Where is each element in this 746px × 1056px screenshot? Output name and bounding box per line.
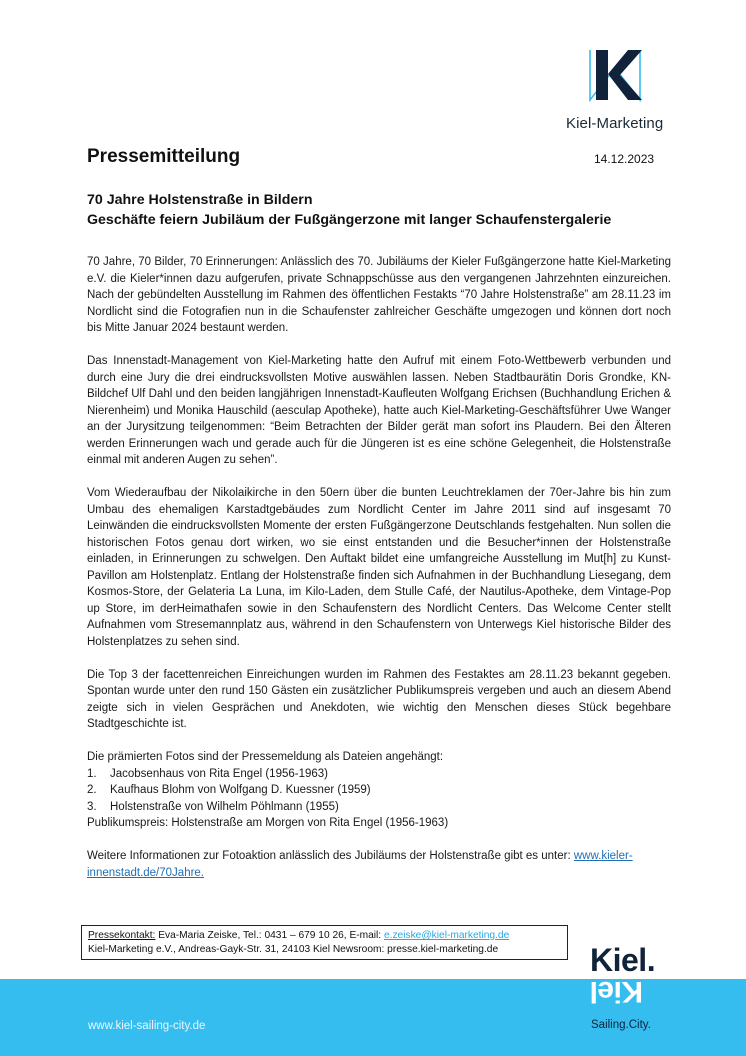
kiel-wordmark: Kiel.: [590, 942, 656, 978]
list-item: [87, 766, 671, 783]
list-number: 3.: [87, 800, 97, 813]
more-info-link[interactable]: www.kieler-innenstadt.de/70Jahre.: [87, 850, 633, 879]
contact-email-link[interactable]: e.zeiske@kiel-marketing.de: [383, 930, 510, 941]
body-text: [87, 254, 671, 898]
winners-section: [87, 749, 671, 832]
more-info-text: Weitere Informationen zur Fotoaktion anlässlich des Jubiläums der Holstenstraße gibt es unter:: [87, 850, 574, 862]
list-item: [87, 799, 671, 816]
list-item: [87, 782, 671, 799]
winners-intro: Die prämierten Fotos sind der Pressemeldung als Dateien angehängt:: [87, 751, 444, 763]
list-number: 2.: [87, 784, 97, 796]
release-date: 14.12.2023: [594, 152, 655, 166]
headline-subtitle: Geschäfte feiern Jubiläum der Fußgängerzone mit langer Schaufenstergalerie: [87, 212, 612, 228]
list-text: Jacobsenhaus von Rita Engel (1956-1963): [110, 767, 329, 780]
page-title: Pressemitteilung: [87, 146, 241, 167]
paragraph: Das Innenstadt-Management von Kiel-Marketing hatte den Aufruf mit einem Foto-Wettbewerb verbunden und durch eine Jury die drei eindrucksvollsten Motive auswählen lassen. Neben Stadtbaurätin Doris Grondke, KN-Bildchef Ulf Dahl und den beiden langjährigen Innenstadt-Kaufleuten Wolfgang Erichsen (Buchhandlung Erichen & Nierenheim) und Monika Hauschild (aesculap Apotheke), hatte auch Kiel-Marketing-Geschäftsführer Uwe Wanger an der Jurysitzung teilgenommen: “Beim Betrachten der Bilder gerät man sofort ins Plaudern. Bei den Älteren werden Erinnerungen wach und gerade auch für die Jüngeren ist es eine schöne Gelegenheit, die Holstenstraße einmal mit anderen Augen zu sehen”.: [87, 355, 671, 466]
contact-line-2: Kiel-Marketing e.V., Andreas-Gayk-Str. 31, 24103 Kiel Newsroom: presse.kiel-marketing.de: [88, 944, 499, 955]
more-info: [87, 848, 671, 881]
headline: [87, 190, 687, 230]
winners-list: [87, 766, 671, 816]
contact-label: Pressekontakt:: [88, 930, 156, 941]
paragraph: Vom Wiederaufbau der Nikolaikirche in den 50ern über die bunten Leuchtreklamen der 70er-Jahre bis hin zum Umbau des ehemaligen Karstadtgebäudes zum Nordlicht Center im Jahre 2011 sind auf insgesamt 70 Leinwänden die eindrucksvollsten Momente der ersten Fußgängerzone Deutschlands festgehalten. Nun sollen die historischen Fotos genau dort wirken, wo sie einst entstanden und die Besucher*innen der Holstenstraße einladen, in Erinnerungen zu schwelgen. Den Auftakt bildet eine umfangreiche Ausstellung im Mut[h] zu Kunst-Pavillon am Holstenplatz. Entlang der Holstenstraße finden sich Aufnahmen in der Buchhandlung Liesegang, dem Kosmos-Store, der Gelateria La Luna, im Kilo-Laden, dem Stulle Café, der Nautilus-Apotheke, dem Vintage-Pop up Store, im derHeimathafen sowie in den Schaufenstern des Nordlicht Centers. Das Welcome Center stellt Aufnahmen vom Stresemannplatz aus, während in den Schaufenstern von Unterwegs Kiel historische Bilder des Holstenplatzes zu sehen sind.: [87, 487, 671, 648]
paragraph: 70 Jahre, 70 Bilder, 70 Erinnerungen: Anlässlich des 70. Jubiläums der Kieler Fußgängerzone hatte Kiel-Marketing e.V. die Kieler*innen dazu aufgerufen, private Schnappschüsse aus den vergangenen Jahrzehnten einzureichen. Nach der gebündelten Ausstellung im Rahmen des öffentlichen Festakts “70 Jahre Holstenstraße” am 28.11.23 im Nordlicht sind die Fotografien nun in die Schaufenster zahlreicher Geschäfte umgezogen und können dort noch bis Mitte Januar 2024 bestaunt werden.: [87, 256, 671, 334]
contact-details: Eva-Maria Zeiske, Tel.: 0431 – 679 10 26, E-mail:: [155, 930, 384, 941]
kiel-sailing-city-logo: [590, 944, 680, 1030]
press-contact-box: [81, 925, 568, 960]
list-number: 1.: [87, 767, 97, 780]
logo-label: Kiel-Marketing: [566, 115, 664, 132]
list-text: Kaufhaus Blohm von Wolfgang D. Kuessner (1959): [110, 784, 371, 796]
kiel-marketing-logo-icon: [588, 48, 642, 102]
paragraph: Die Top 3 der facettenreichen Einreichungen wurden im Rahmen des Festaktes am 28.11.23 bekannt gegeben. Spontan wurde unter den rund 150 Gästen ein zusätzlicher Publikumspreis vergeben und auch an diesem Abend zeigte sich in vielen Gesprächen und Anekdoten, wie wichtig den Menschen dieses Stück begehbare Stadtgeschichte ist.: [87, 668, 671, 730]
list-text: Holstenstraße von Wilhelm Pöhlmann (1955): [110, 800, 339, 813]
footer-url[interactable]: www.kiel-sailing-city.de: [88, 1020, 206, 1032]
contact-line-1: [88, 929, 561, 943]
kiel-wordmark-mirror: Kiel: [590, 975, 644, 1008]
headline-title: 70 Jahre Holstenstraße in Bildern: [87, 192, 313, 208]
footer-tagline: Sailing.City.: [591, 1019, 651, 1031]
audience-prize: Publikumspreis: Holstenstraße am Morgen von Rita Engel (1956-1963): [87, 817, 449, 829]
